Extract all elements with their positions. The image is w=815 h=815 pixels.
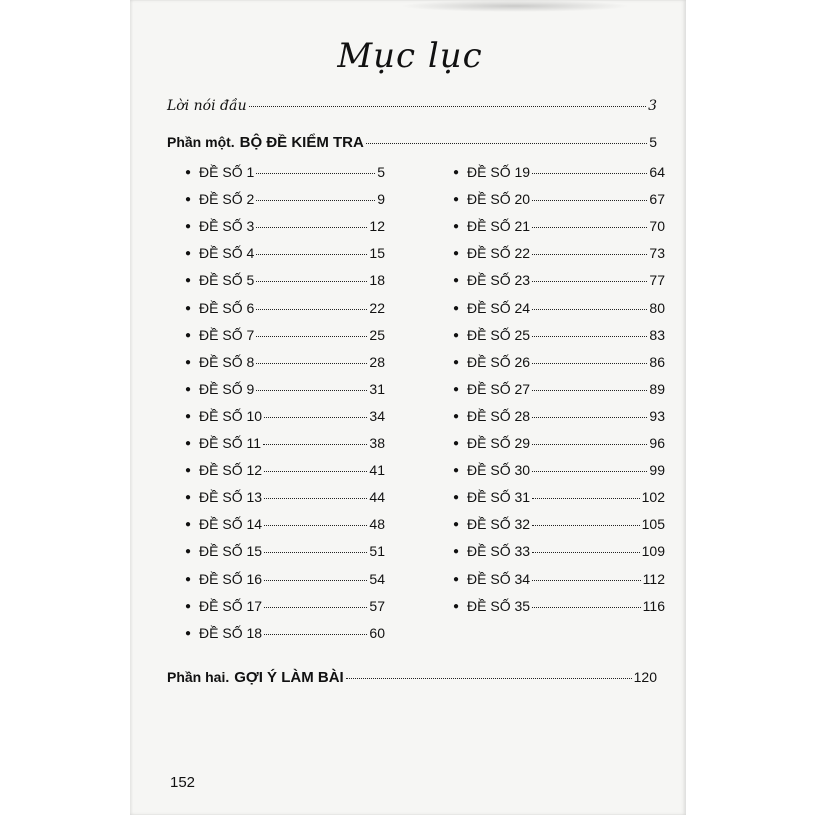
part-one-page: 5 xyxy=(649,134,657,150)
toc-entry-page: 15 xyxy=(369,245,385,262)
leader-dots xyxy=(256,390,367,391)
leader-dots xyxy=(264,607,367,608)
toc-entry-page: 41 xyxy=(369,462,385,479)
leader-dots xyxy=(532,552,640,553)
bullet-icon: ● xyxy=(453,600,460,612)
toc-entry-label: ĐỀ SỐ 15 xyxy=(199,543,263,560)
leader-dots xyxy=(532,173,647,174)
toc-entry-page: 28 xyxy=(369,353,385,370)
toc-entry-page: 112 xyxy=(642,570,665,587)
toc-entry xyxy=(453,435,665,451)
bullet-icon: ● xyxy=(453,465,460,477)
toc-entry-page: 96 xyxy=(649,435,665,451)
toc-entry xyxy=(185,164,385,180)
toc-entry-label: ĐỀ SỐ 13 xyxy=(199,489,263,506)
part-two-page: 120 xyxy=(633,669,657,685)
bullet-icon: ● xyxy=(185,221,192,233)
toc-entry-page: 89 xyxy=(649,380,665,397)
toc-entry xyxy=(185,435,385,451)
toc-entry xyxy=(185,462,385,478)
toc-entry-label: ĐỀ SỐ 31 xyxy=(467,489,531,506)
toc-entry xyxy=(185,300,385,316)
toc-entry-page: 54 xyxy=(369,570,385,587)
leader-dots xyxy=(256,336,367,337)
front-matter-page: 3 xyxy=(648,98,657,114)
bullet-icon: ● xyxy=(185,329,192,341)
toc-entry-label: ĐỀ SỐ 14 xyxy=(199,516,263,533)
toc-entry-label: ĐỀ SỐ 4 xyxy=(199,245,255,262)
toc-entry-page: 31 xyxy=(369,380,385,397)
bullet-icon: ● xyxy=(185,546,192,558)
toc-entry-page: 57 xyxy=(369,597,385,614)
toc-entry-label: ĐỀ SỐ 5 xyxy=(199,272,255,289)
toc-entry xyxy=(453,516,665,532)
toc-entry xyxy=(185,218,385,234)
leader-dots xyxy=(532,525,640,526)
toc-front-matter xyxy=(167,98,657,114)
leader-dots xyxy=(264,525,367,526)
bullet-icon: ● xyxy=(185,627,192,639)
toc-entry-label: ĐỀ SỐ 22 xyxy=(467,245,531,262)
bullet-icon: ● xyxy=(453,194,460,206)
toc-entry xyxy=(185,408,385,424)
leader-dots xyxy=(532,607,641,608)
toc-entry-label: ĐỀ SỐ 18 xyxy=(199,624,263,641)
leader-dots xyxy=(532,363,647,364)
leader-dots xyxy=(346,678,632,679)
leader-dots xyxy=(264,417,367,418)
toc-entry xyxy=(185,327,385,343)
toc-entry-page: 70 xyxy=(649,218,665,235)
leader-dots xyxy=(532,309,647,310)
toc-entry-label: ĐỀ SỐ 32 xyxy=(467,516,531,533)
toc-entry-page: 102 xyxy=(641,489,665,506)
toc-entry-label: ĐỀ SỐ 11 xyxy=(199,435,262,451)
bullet-icon: ● xyxy=(185,465,192,477)
bullet-icon: ● xyxy=(453,221,460,233)
toc-entry xyxy=(453,327,665,343)
leader-dots xyxy=(256,281,367,282)
bullet-icon: ● xyxy=(453,329,460,341)
toc-entry-page: 67 xyxy=(649,191,665,208)
leader-dots xyxy=(256,173,375,174)
toc-entry xyxy=(185,272,385,288)
leader-dots xyxy=(532,498,640,499)
leader-dots xyxy=(249,106,646,107)
toc-entry-page: 80 xyxy=(649,299,665,316)
toc-entry xyxy=(453,571,665,587)
toc-entry xyxy=(453,164,665,180)
toc-entry-page: 105 xyxy=(641,516,665,533)
toc-entry-page: 22 xyxy=(369,299,385,316)
toc-entry-page: 44 xyxy=(369,489,385,506)
toc-entry xyxy=(453,598,665,614)
toc-entry-label: ĐỀ SỐ 30 xyxy=(467,462,531,479)
toc-entry-label: ĐỀ SỐ 34 xyxy=(467,570,531,587)
bullet-icon: ● xyxy=(185,573,192,585)
toc-part-one xyxy=(167,134,657,151)
part-two-title: GỢI Ý LÀM BÀI xyxy=(234,669,344,686)
toc-entry xyxy=(185,516,385,532)
toc-entry xyxy=(185,489,385,505)
toc-entry-page: 99 xyxy=(649,462,665,479)
toc-entry-label: ĐỀ SỐ 2 xyxy=(199,191,255,208)
toc-entry-page: 60 xyxy=(369,624,385,641)
toc-entry-page: 116 xyxy=(642,597,665,614)
toc-entry xyxy=(185,543,385,559)
bullet-icon: ● xyxy=(453,492,460,504)
toc-entry-label: ĐỀ SỐ 24 xyxy=(467,299,531,316)
toc-entry xyxy=(185,571,385,587)
bullet-icon: ● xyxy=(185,248,192,260)
toc-entry-page: 83 xyxy=(649,326,665,343)
bullet-icon: ● xyxy=(453,167,460,178)
leader-dots xyxy=(256,200,375,201)
toc-entry-page: 5 xyxy=(377,164,385,180)
toc-entry xyxy=(453,408,665,424)
toc-entry-page: 64 xyxy=(649,164,665,180)
toc-entry-page: 51 xyxy=(369,543,385,560)
bullet-icon: ● xyxy=(453,546,460,558)
bullet-icon: ● xyxy=(185,383,192,395)
bullet-icon: ● xyxy=(185,356,192,368)
leader-dots xyxy=(532,471,647,472)
toc-entry xyxy=(185,354,385,370)
toc-entry-label: ĐỀ SỐ 7 xyxy=(199,326,255,343)
toc-entry xyxy=(453,191,665,207)
bullet-icon: ● xyxy=(453,356,460,368)
toc-entry-label: ĐỀ SỐ 33 xyxy=(467,543,531,560)
leader-dots xyxy=(264,471,367,472)
bullet-icon: ● xyxy=(185,194,192,206)
toc-entry xyxy=(185,598,385,614)
toc-entry xyxy=(453,489,665,505)
toc-entry-label: ĐỀ SỐ 21 xyxy=(467,218,531,235)
toc-entry-label: ĐỀ SỐ 20 xyxy=(467,191,531,208)
toc-entry-label: ĐỀ SỐ 16 xyxy=(199,570,263,587)
toc-entry-label: ĐỀ SỐ 10 xyxy=(199,407,263,424)
leader-dots xyxy=(264,634,367,635)
toc-entry-page: 12 xyxy=(369,218,385,235)
toc-entry-label: ĐỀ SỐ 9 xyxy=(199,380,255,397)
bullet-icon: ● xyxy=(453,383,460,395)
bullet-icon: ● xyxy=(453,519,460,531)
leader-dots xyxy=(256,309,367,310)
leader-dots xyxy=(532,281,647,282)
toc-entry-page: 77 xyxy=(649,272,665,289)
toc-entry-page: 25 xyxy=(369,326,385,343)
leader-dots xyxy=(256,363,367,364)
page-shadow xyxy=(400,0,630,12)
bullet-icon: ● xyxy=(185,410,192,422)
leader-dots xyxy=(263,444,367,445)
leader-dots xyxy=(532,336,647,337)
toc-entry xyxy=(453,381,665,397)
bullet-icon: ● xyxy=(453,438,460,449)
toc-entry-label: ĐỀ SỐ 17 xyxy=(199,597,263,614)
toc-entry xyxy=(185,625,385,641)
part-two-prefix: Phần hai. xyxy=(167,669,230,685)
toc-entry xyxy=(453,300,665,316)
bullet-icon: ● xyxy=(185,167,192,178)
toc-entry-label: ĐỀ SỐ 8 xyxy=(199,353,255,370)
front-matter-label: Lời nói đầu xyxy=(167,98,247,114)
toc-entry xyxy=(453,218,665,234)
toc-entry-label: ĐỀ SỐ 12 xyxy=(199,462,263,479)
leader-dots xyxy=(264,498,367,499)
leader-dots xyxy=(532,390,647,391)
toc-entry-page: 34 xyxy=(369,407,385,424)
toc-entry-label: ĐỀ SỐ 3 xyxy=(199,218,255,235)
toc-entry-label: ĐỀ SỐ 27 xyxy=(467,380,531,397)
leader-dots xyxy=(532,580,641,581)
toc-entry-page: 38 xyxy=(369,435,385,451)
leader-dots xyxy=(366,143,647,144)
toc-entry xyxy=(185,245,385,261)
toc-entry-page: 48 xyxy=(369,516,385,533)
toc-entry xyxy=(453,272,665,288)
toc-entry-label: ĐỀ SỐ 28 xyxy=(467,407,531,424)
page-number: 152 xyxy=(170,774,196,791)
bullet-icon: ● xyxy=(185,275,192,287)
toc-part-two xyxy=(167,669,657,686)
bullet-icon: ● xyxy=(185,519,192,531)
toc-entry-label: ĐỀ SỐ 1 xyxy=(199,164,255,180)
leader-dots xyxy=(532,227,647,228)
toc-entry-page: 86 xyxy=(649,353,665,370)
bullet-icon: ● xyxy=(185,492,192,504)
toc-entry-page: 18 xyxy=(369,272,385,289)
toc-entry-page: 73 xyxy=(649,245,665,262)
toc-entry xyxy=(453,543,665,559)
leader-dots xyxy=(532,444,647,445)
bullet-icon: ● xyxy=(453,248,460,260)
leader-dots xyxy=(256,227,367,228)
leader-dots xyxy=(256,254,367,255)
bullet-icon: ● xyxy=(453,275,460,287)
toc-entry-label: ĐỀ SỐ 26 xyxy=(467,353,531,370)
toc-entry-page: 9 xyxy=(377,191,385,208)
bullet-icon: ● xyxy=(185,302,192,314)
leader-dots xyxy=(264,552,367,553)
toc-entry xyxy=(453,354,665,370)
bullet-icon: ● xyxy=(453,410,460,422)
toc-entry-label: ĐỀ SỐ 29 xyxy=(467,435,531,451)
leader-dots xyxy=(532,254,647,255)
toc-entry xyxy=(185,191,385,207)
leader-dots xyxy=(532,200,647,201)
bullet-icon: ● xyxy=(453,573,460,585)
toc-entry-label: ĐỀ SỐ 23 xyxy=(467,272,531,289)
toc-entry-page: 93 xyxy=(649,407,665,424)
toc-entry xyxy=(453,245,665,261)
part-one-prefix: Phần một. xyxy=(167,134,235,150)
bullet-icon: ● xyxy=(185,600,192,612)
toc-entry-label: ĐỀ SỐ 19 xyxy=(467,164,531,180)
toc-entry-label: ĐỀ SỐ 35 xyxy=(467,597,531,614)
leader-dots xyxy=(264,580,367,581)
toc-entry-label: ĐỀ SỐ 25 xyxy=(467,326,531,343)
bullet-icon: ● xyxy=(185,438,192,449)
toc-entry-label: ĐỀ SỐ 6 xyxy=(199,299,255,316)
toc-entry xyxy=(185,381,385,397)
page-title: Mục lục xyxy=(337,36,483,76)
part-one-title: BỘ ĐỀ KIỂM TRA xyxy=(239,134,364,151)
bullet-icon: ● xyxy=(453,302,460,314)
leader-dots xyxy=(532,417,647,418)
toc-entry-page: 109 xyxy=(641,543,665,560)
toc-entry xyxy=(453,462,665,478)
